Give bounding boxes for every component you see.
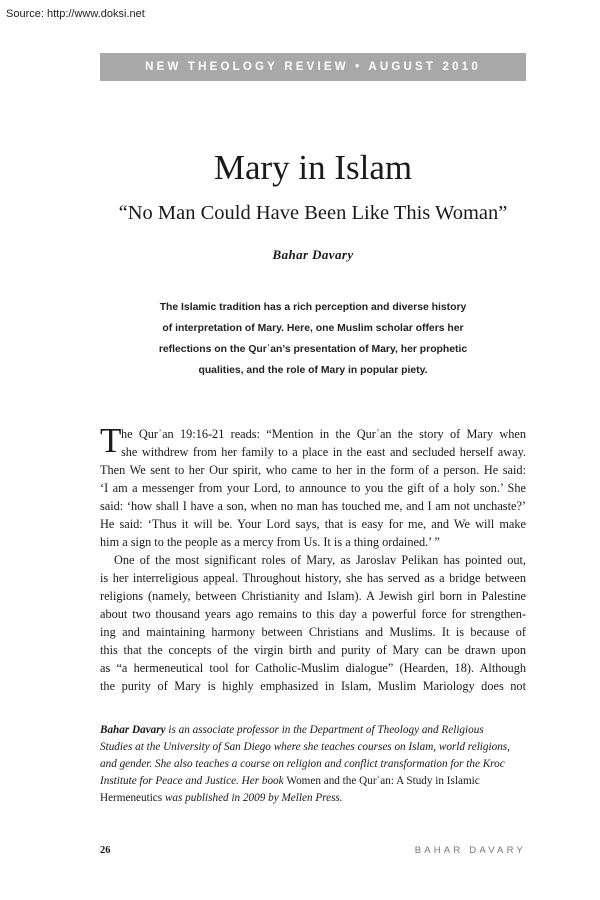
bio-book-title: Women and the Qurʾan: A Study in Islamic bbox=[286, 775, 480, 787]
article-author: Bahar Davary bbox=[272, 247, 354, 262]
body-line: he Qurʾan 19:16-21 reads: “Mention in the Qurʾan the story of Mary when bbox=[121, 427, 526, 441]
body-text bbox=[100, 425, 526, 695]
article-title: Mary in Islam bbox=[213, 148, 413, 187]
journal-banner: NEW THEOLOGY REVIEW • AUGUST 2010 bbox=[100, 53, 526, 81]
bio-author-name: Bahar Davary bbox=[100, 724, 166, 736]
page-number: 26 bbox=[100, 845, 111, 856]
abstract-line: The Islamic tradition has a rich perception and diverse history bbox=[159, 302, 467, 313]
body-line: this that the concepts of the virgin birth and purity of Mary can be drawn upon bbox=[100, 643, 526, 657]
abstract-line: of interpretation of Mary. Here, one Muslim scholar offers her bbox=[162, 323, 464, 334]
abstract-line: qualities, and the role of Mary in popular piety. bbox=[198, 365, 428, 376]
drop-cap: T bbox=[100, 421, 122, 460]
author-bio bbox=[100, 722, 526, 807]
body-line: ing and maintaining harmony between Christians and Muslims. It is because of bbox=[100, 625, 526, 639]
body-line: as “a hermeneutical tool for Catholic-Muslim dialogue” (Hearden, 18). Although bbox=[100, 661, 526, 675]
body-line: One of the most significant roles of Mary, as Jaroslav Pelikan has pointed out, bbox=[114, 553, 526, 567]
bio-text: was published in 2009 by Mellen Press. bbox=[162, 792, 343, 804]
body-line: she withdrew from her family to a place in the east and secluded herself away. bbox=[121, 445, 526, 459]
body-line: He said: ‘Thus it will be. Your Lord says, that is easy for me, and We will make bbox=[100, 517, 526, 531]
bio-line bbox=[100, 790, 526, 807]
body-line: religions (namely, between Christianity and Islam). A Jewish girl born in Palestine bbox=[100, 589, 526, 603]
article-subtitle: “No Man Could Have Been Like This Woman” bbox=[118, 202, 508, 224]
bio-line: Studies at the University of San Diego where she teaches courses on Islam, world religions, bbox=[100, 741, 510, 753]
bio-book-title: Hermeneutics bbox=[100, 792, 163, 804]
bio-line: and gender. She also teaches a course on religion and conflict transformation for the Kroc bbox=[100, 758, 505, 770]
body-line: Then We sent to her Our spirit, who came to her in the form of a person. He said: bbox=[100, 463, 526, 477]
abstract bbox=[145, 297, 481, 381]
source-note: Source: http://www.doksi.net bbox=[6, 8, 145, 20]
bio-line bbox=[100, 722, 526, 739]
body-line: about two thousand years ago remains to this day a powerful force for strengthen- bbox=[100, 607, 526, 621]
body-line: said: ‘how shall I have a son, when no man has touched me, and I am not unchaste?’ bbox=[100, 499, 526, 513]
running-head: BAHAR DAVARY bbox=[414, 845, 526, 856]
bio-text: Institute for Peace and Justice. Her book bbox=[100, 775, 287, 787]
abstract-line: reflections on the Qurʾan’s presentation of Mary, her prophetic bbox=[158, 344, 468, 355]
body-line: is her interreligious appeal. Throughout history, she has served as a bridge between bbox=[100, 571, 526, 585]
body-line: ‘I am a messenger from your Lord, to announce to you the gift of a holy son.’ She bbox=[100, 481, 526, 495]
bio-line bbox=[100, 773, 526, 790]
body-line: him a sign to the people as a mercy from Us. It is a thing ordained.’ ” bbox=[100, 535, 440, 549]
body-line: the purity of Mary is highly emphasized in Islam, Muslim Mariology does not bbox=[100, 679, 526, 693]
bio-text: is an associate professor in the Department of Theology and Religious bbox=[165, 724, 484, 736]
